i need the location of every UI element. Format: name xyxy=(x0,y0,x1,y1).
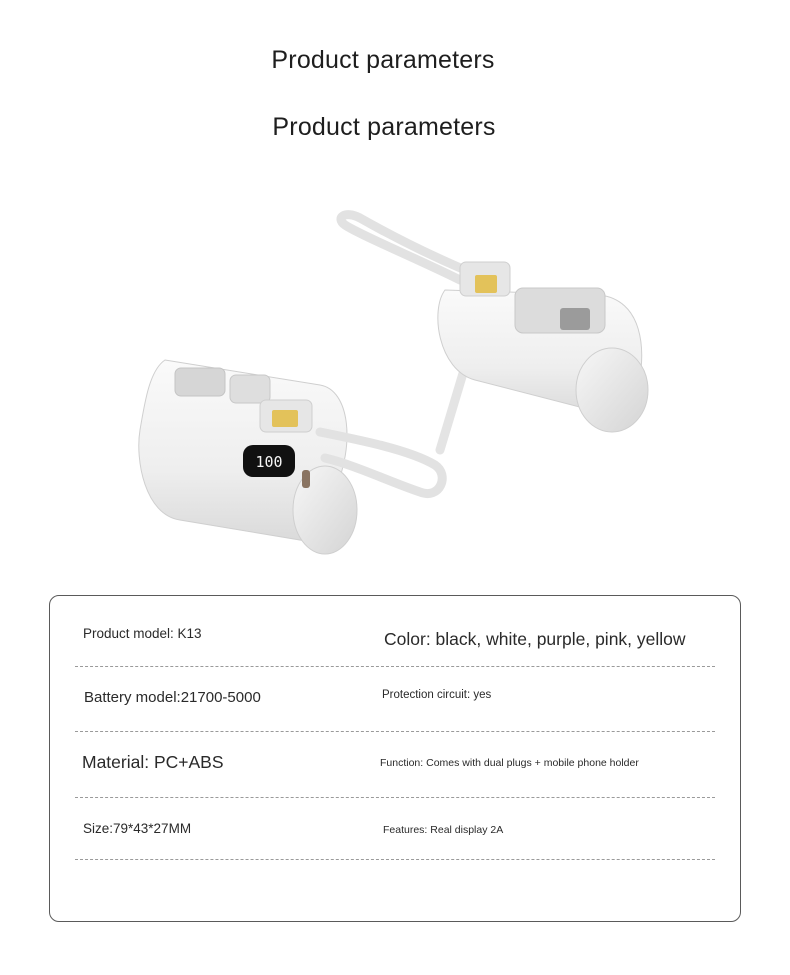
power-bank-product-image xyxy=(120,200,680,570)
protection-circuit-text: Protection circuit: yes xyxy=(382,689,492,701)
usb-connector-icon xyxy=(475,275,497,293)
battery-model-text: Battery model:21700-5000 xyxy=(84,689,261,706)
size-text: Size:79*43*27MM xyxy=(83,821,192,836)
product-model-text: Product model: K13 xyxy=(83,626,202,641)
page-title: Product parameters xyxy=(271,46,495,74)
power-bank-right xyxy=(341,215,648,450)
power-bank-left xyxy=(139,360,442,554)
features-text: Features: Real display 2A xyxy=(383,824,504,836)
material-text: Material: PC+ABS xyxy=(82,752,224,772)
row-divider xyxy=(75,731,715,732)
row-divider xyxy=(75,666,715,667)
color-text: Color: black, white, purple, pink, yellow xyxy=(384,629,686,649)
row-divider xyxy=(75,797,715,798)
battery-display-readout: 100 xyxy=(255,453,283,471)
function-text: Function: Comes with dual plugs + mobile phone holder xyxy=(380,757,639,769)
section-title: Product parameters xyxy=(272,113,496,141)
row-divider xyxy=(75,859,715,860)
usb-connector-icon xyxy=(272,410,298,427)
